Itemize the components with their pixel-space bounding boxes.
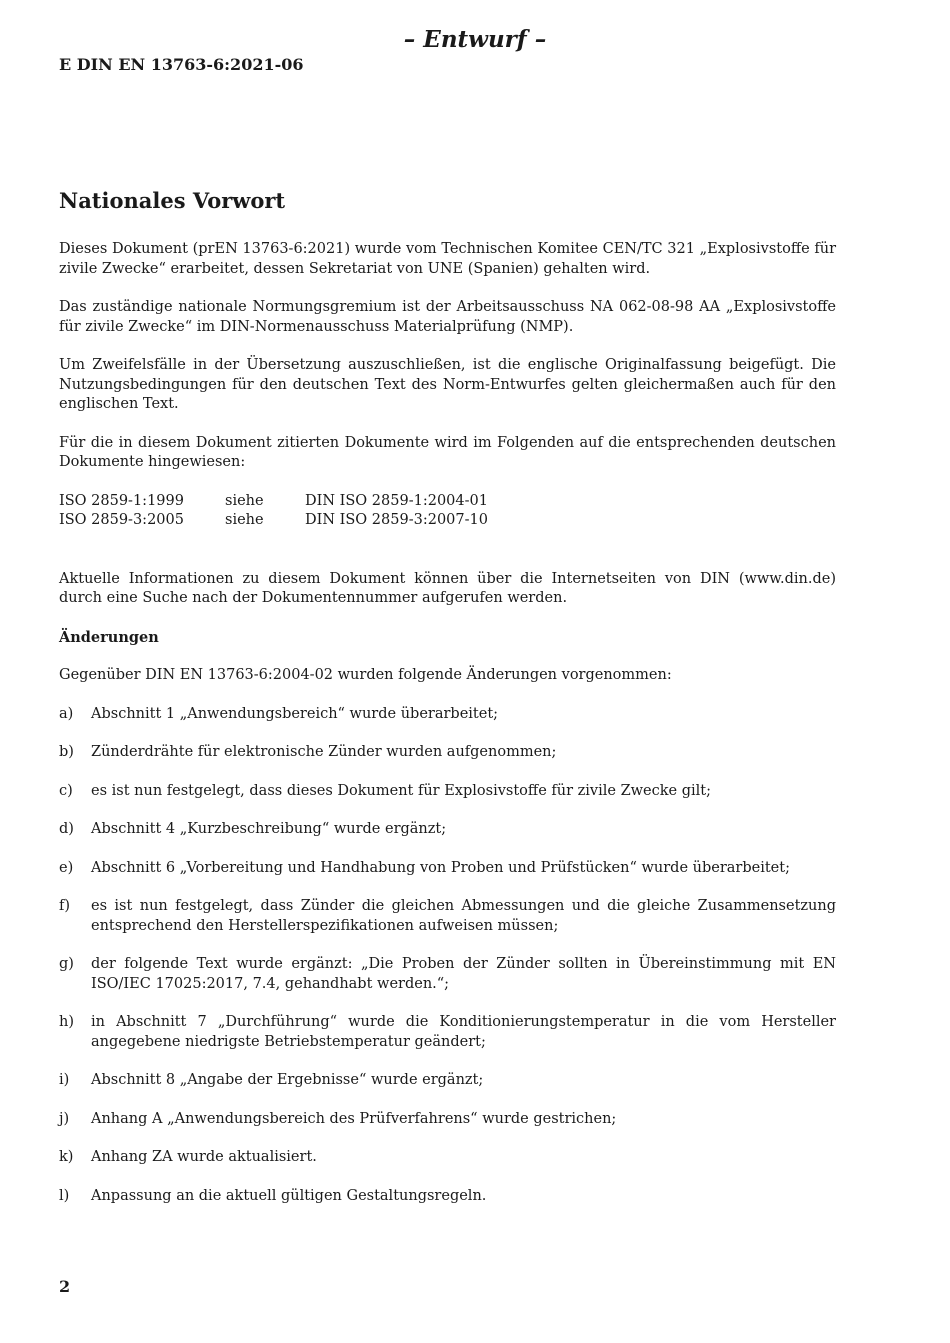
list-marker: g) — [59, 956, 74, 972]
list-item — [59, 1071, 836, 1091]
list-marker: k) — [59, 1149, 74, 1165]
list-marker: d) — [59, 821, 74, 837]
list-marker: h) — [59, 1014, 74, 1030]
page-number: 2 — [59, 1277, 71, 1296]
paragraph-committee: Das zuständige nationale Normungsgremium ist der Arbeitsausschuss NA 062-08-98 AA „Explosivstoffe für zivile Zwecke“ im DIN-Normenausschuss Materialprüfung (NMP). — [59, 299, 836, 335]
list-item-text: Anpassung an die aktuell gültigen Gestaltungsregeln. — [91, 1187, 487, 1204]
list-marker: i) — [59, 1072, 70, 1088]
reference-din: DIN ISO 2859-3:2007-10 — [305, 512, 488, 528]
list-item — [59, 705, 836, 725]
list-item-text: Anhang ZA wurde aktualisiert. — [91, 1149, 317, 1165]
list-item — [59, 897, 836, 936]
reference-relation: siehe — [225, 512, 264, 528]
list-item-text: Abschnitt 4 „Kurzbeschreibung“ wurde ergänzt; — [91, 821, 447, 837]
changes-list — [59, 705, 836, 1207]
reference-table — [59, 492, 488, 531]
paragraph-secretariat: Dieses Dokument (prEN 13763-6:2021) wurde vom Technischen Komitee CEN/TC 321 „Explosivstoffe für zivile Zwecke“ erarbeitet, dessen Sekretariat von UNE (Spanien) gehalten wird. — [59, 241, 836, 277]
list-marker: a) — [59, 705, 74, 722]
changes-intro: Gegenüber DIN EN 13763-6:2004-02 wurden folgende Änderungen vorgenommen: — [59, 667, 672, 683]
list-marker: j) — [59, 1110, 70, 1127]
reference-row — [59, 511, 488, 531]
reference-iso: ISO 2859-1:1999 — [59, 492, 184, 509]
draft-watermark: – Entwurf – — [403, 26, 547, 53]
reference-iso: ISO 2859-3:2005 — [59, 512, 184, 528]
paragraph-references-intro: Für die in diesem Dokument zitierten Dokumente wird im Folgenden auf die entsprechenden deutschen Dokumente hingewiesen: — [59, 434, 836, 470]
list-item — [59, 1148, 836, 1168]
list-item — [59, 743, 836, 763]
list-marker: e) — [59, 859, 74, 876]
document-id: E DIN EN 13763-6:2021-06 — [59, 55, 304, 74]
paragraph-info: Aktuelle Informationen zu diesem Dokument können über die Internetseiten von DIN (www.din.de) durch eine Suche nach der Dokumentennummer aufgerufen werden. — [59, 570, 836, 606]
list-item — [59, 782, 836, 802]
list-item-text: Abschnitt 1 „Anwendungsbereich“ wurde überarbeitet; — [91, 705, 499, 722]
list-item — [59, 1013, 836, 1052]
list-item — [59, 1187, 836, 1207]
list-item-text: Anhang A „Anwendungsbereich des Prüfverfahrens“ wurde gestrichen; — [91, 1110, 617, 1127]
list-marker: c) — [59, 782, 73, 799]
list-item — [59, 859, 836, 879]
list-item-text: es ist nun festgelegt, dass dieses Dokument für Explosivstoffe für zivile Zwecke gilt; — [91, 782, 712, 799]
list-item — [59, 955, 836, 994]
list-item-text: in Abschnitt 7 „Durchführung“ wurde die Konditionierungstemperatur in die vom Hersteller angegebene niedrigste Betriebstemperatur geändert; — [91, 1014, 836, 1050]
paragraph-translation: Um Zweifelsfälle in der Übersetzung auszuschließen, ist die englische Originalfassung beigefügt. Die Nutzungsbedingungen für den deutschen Text des Norm-Entwurfes gelten gleichermaßen auch für den englischen Text. — [59, 357, 836, 412]
reference-din: DIN ISO 2859-1:2004-01 — [305, 492, 488, 509]
reference-row — [59, 492, 488, 512]
list-marker: l) — [59, 1187, 70, 1204]
list-item — [59, 820, 836, 840]
list-item-text: Zünderdrähte für elektronische Zünder wurden aufgenommen; — [91, 744, 557, 760]
list-item — [59, 1110, 836, 1130]
changes-heading: Änderungen — [59, 628, 159, 646]
list-item-text: der folgende Text wurde ergänzt: „Die Proben der Zünder sollten in Übereinstimmung mit EN ISO/IEC 17025:2017, 7.4, gehandhabt werden.“; — [91, 956, 836, 992]
section-title: Nationales Vorwort — [59, 188, 286, 213]
list-item-text: Abschnitt 6 „Vorbereitung und Handhabung von Proben und Prüfstücken“ wurde überarbeitet; — [91, 859, 790, 876]
list-item-text: es ist nun festgelegt, dass Zünder die gleichen Abmessungen und die gleiche Zusammensetzung entsprechend den Herstellerspezifikationen aufweisen müssen; — [91, 898, 836, 934]
list-item-text: Abschnitt 8 „Angabe der Ergebnisse“ wurde ergänzt; — [91, 1072, 484, 1088]
list-marker: b) — [59, 744, 74, 760]
page-content — [59, 186, 836, 1225]
reference-relation: siehe — [225, 492, 264, 509]
list-marker: f) — [59, 898, 71, 914]
